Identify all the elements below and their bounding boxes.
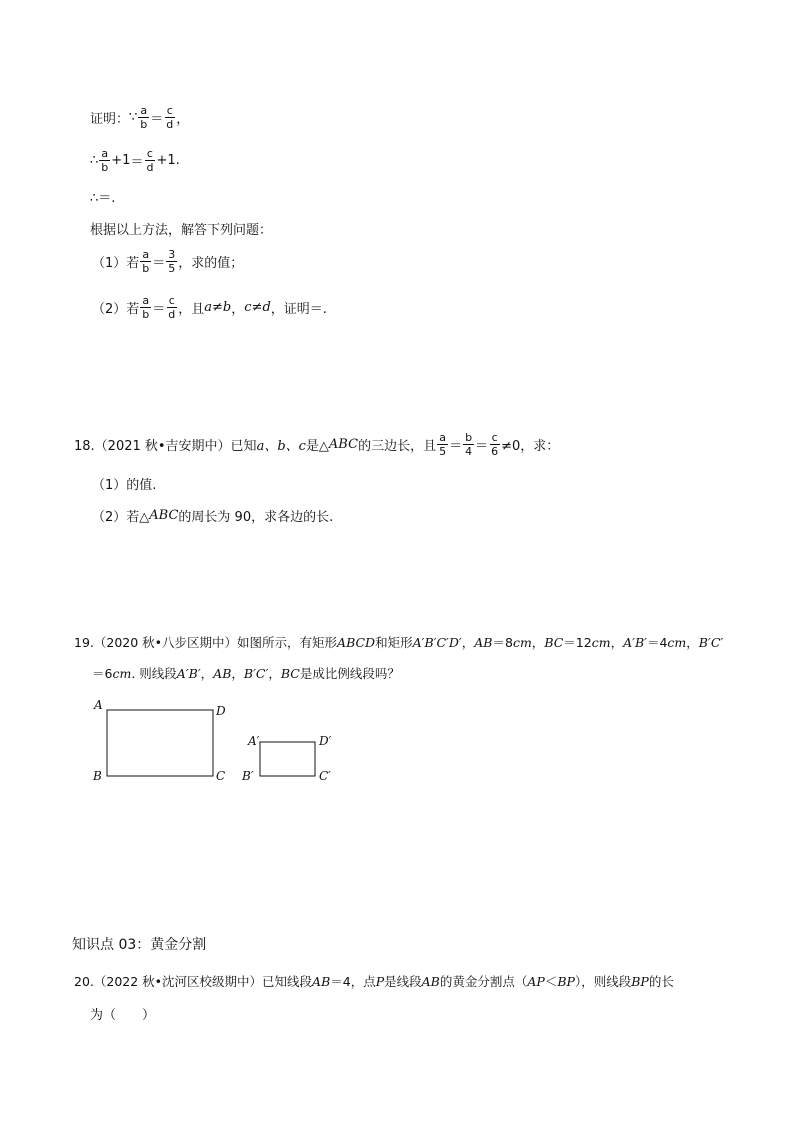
segment-bc: BC <box>544 634 564 650</box>
fraction-numerator: c <box>168 294 175 307</box>
p20-text: ），则线段 <box>574 974 632 989</box>
problem-20-line-2 <box>90 1004 155 1023</box>
unit-cm: cm <box>112 665 132 681</box>
fraction-denominator: 4 <box>465 445 473 458</box>
fraction-numerator: b <box>465 431 473 444</box>
problem-18-sub-2 <box>92 506 333 525</box>
equals-sign: ＝ <box>150 112 164 127</box>
segment-bp: BP <box>631 973 649 989</box>
fraction-numerator: c <box>146 147 153 160</box>
fraction-denominator: b <box>140 118 148 131</box>
proof-label: 证明： <box>90 112 130 127</box>
p18-text: 是△ <box>305 439 329 454</box>
fraction-a-over-b <box>99 147 110 174</box>
fraction-denominator: d <box>146 161 154 174</box>
p20-answer-blank: 为（ ） <box>90 1008 156 1023</box>
fraction-c-over-d <box>144 147 155 174</box>
plus-one: +1 <box>111 153 131 168</box>
question-1 <box>92 248 243 275</box>
fraction-a-over-b <box>138 104 149 131</box>
fraction-denominator: 5 <box>168 262 176 275</box>
rectangles-figure <box>88 695 348 790</box>
segment-ab: AB <box>474 634 493 650</box>
label-B: B <box>93 769 102 783</box>
label-D-prime: D′ <box>319 734 332 748</box>
p18-text: ≠0，求： <box>501 439 560 454</box>
equals-sign: ＝ <box>449 439 463 454</box>
label-B-prime: B′ <box>242 769 254 783</box>
problem-20-line-1 <box>74 972 674 990</box>
proof-line-1 <box>90 104 189 131</box>
section-heading <box>72 934 206 954</box>
label-A-prime: A′ <box>248 734 260 748</box>
fraction-denominator: b <box>142 262 150 275</box>
segment-ap: AP <box>527 973 545 989</box>
proof-line-3 <box>90 187 115 206</box>
segment-ab-prime: A′B′ <box>176 665 201 681</box>
comma: ， <box>268 666 281 681</box>
p19-text: 和矩形 <box>375 635 413 650</box>
p18-sub2-text: （2）若△ <box>92 510 150 525</box>
problem-19-line-2 <box>92 664 400 682</box>
comma: ， <box>461 635 475 650</box>
unit-cm: cm <box>667 634 687 650</box>
equals-sign: ＝ <box>152 256 166 271</box>
label-C: C <box>216 769 226 783</box>
fraction-a-over-5 <box>437 431 448 458</box>
fraction-a-over-b <box>140 248 151 275</box>
triangle-abc: ABC <box>328 437 359 452</box>
p19-question: 是成比例线段吗？ <box>299 666 400 681</box>
unit-cm: cm <box>512 634 532 650</box>
question-2 <box>92 294 327 321</box>
fraction-denominator: 5 <box>439 445 447 458</box>
p19-text: ＝4 <box>646 635 668 650</box>
fraction-c-over-6 <box>489 431 500 458</box>
fraction-3-over-5 <box>166 248 177 275</box>
segment-ab: AB <box>213 665 232 681</box>
therefore-symbol: ∴ <box>90 153 99 168</box>
label-C-prime: C′ <box>319 769 331 783</box>
p20-source: 20.（2022 秋•沈河区校级期中）已知线段 <box>74 974 313 989</box>
segment-bp: BP <box>557 973 575 989</box>
p20-text: ＝4，点 <box>330 974 376 989</box>
p18-source: 18.（2021 秋•吉安期中）已知 <box>74 439 257 454</box>
equals-sign: ＝ <box>130 155 144 170</box>
comma: ， <box>531 635 545 650</box>
fraction-denominator: b <box>142 308 150 321</box>
less-than: ＜ <box>544 974 558 989</box>
triangle-abc: ABC <box>149 508 179 523</box>
segment-bc-prime: B′C′ <box>698 634 724 650</box>
condition-c-neq-d: c≠d <box>244 300 271 315</box>
point-p: P <box>375 973 385 989</box>
q2-prefix: （2）若 <box>92 302 140 317</box>
segment-ab: AB <box>421 973 440 989</box>
p18-vars: a、b、c <box>256 439 306 454</box>
p19-text: . 则线段 <box>131 666 177 681</box>
q2-and: ，且 <box>178 302 205 317</box>
segment-ab-prime: A′B′ <box>623 634 647 650</box>
rect-abcd-prime: A′B′C′D′ <box>412 634 462 650</box>
fraction-numerator: c <box>166 104 173 117</box>
fraction-numerator: a <box>140 104 148 117</box>
fraction-a-over-b <box>140 294 151 321</box>
q1-suffix: ，求的值； <box>178 256 244 271</box>
fraction-c-over-d <box>164 104 175 131</box>
rectangle-abcd <box>107 710 213 776</box>
because-symbol: ∵ <box>129 110 138 125</box>
equals-sign: ＝ <box>152 302 166 317</box>
p20-text: 的黄金分割点（ <box>439 974 528 989</box>
problem-18-sub-1 <box>92 474 156 493</box>
fraction-b-over-4 <box>463 431 474 458</box>
rectangle-abcd-prime <box>260 742 315 776</box>
p18-sub2-text: 的周长为 90，求各边的长. <box>178 510 334 525</box>
label-A: A <box>94 698 103 712</box>
proof-conclusion: ∴＝. <box>90 191 116 206</box>
q2-suffix: ，证明＝. <box>270 302 327 317</box>
problem-19-line-1 <box>74 633 723 651</box>
problem-18 <box>74 431 559 458</box>
p20-text: 是线段 <box>384 974 422 989</box>
fraction-denominator: 6 <box>491 445 499 458</box>
p20-text: 的长 <box>648 974 674 989</box>
fraction-numerator: a <box>142 248 150 261</box>
fraction-c-over-d <box>166 294 177 321</box>
fraction-denominator: d <box>166 118 174 131</box>
method-text: 根据以上方法，解答下列问题： <box>90 223 273 238</box>
segment-bc-prime: B′C′ <box>243 665 269 681</box>
section-title: 知识点 03：黄金分割 <box>72 937 207 953</box>
comma: ， <box>686 635 699 650</box>
fraction-numerator: c <box>491 431 498 444</box>
p19-text: ＝12 <box>563 635 592 650</box>
p19-text: ＝6 <box>92 666 113 681</box>
fraction-numerator: 3 <box>168 248 176 261</box>
p19-source: 19.（2020 秋•八步区期中）如图所示，有矩形 <box>74 635 338 650</box>
fraction-denominator: d <box>168 308 176 321</box>
label-D: D <box>216 704 226 718</box>
fraction-numerator: a <box>101 147 109 160</box>
q1-prefix: （1）若 <box>92 256 140 271</box>
comma: ， <box>231 302 245 317</box>
segment-bc: BC <box>280 665 300 681</box>
plus-one: +1 <box>156 153 176 168</box>
method-instruction <box>90 219 272 238</box>
comma: ， <box>200 666 214 681</box>
fraction-denominator: b <box>101 161 109 174</box>
p19-text: ＝8 <box>492 635 513 650</box>
comma: ， <box>176 112 190 127</box>
unit-cm: cm <box>591 634 611 650</box>
rect-abcd: ABCD <box>337 634 376 650</box>
period: . <box>175 153 180 168</box>
fraction-numerator: a <box>439 431 446 444</box>
proof-line-2 <box>90 147 180 174</box>
p18-text: 的三边长，且 <box>358 439 437 454</box>
comma: ， <box>610 635 624 650</box>
equals-sign: ＝ <box>475 439 489 454</box>
p18-sub1-text: （1）的值. <box>92 478 157 493</box>
condition-a-neq-b: a≠b <box>204 300 232 315</box>
segment-ab: AB <box>312 973 331 989</box>
fraction-numerator: a <box>142 294 150 307</box>
comma: ， <box>231 666 244 681</box>
